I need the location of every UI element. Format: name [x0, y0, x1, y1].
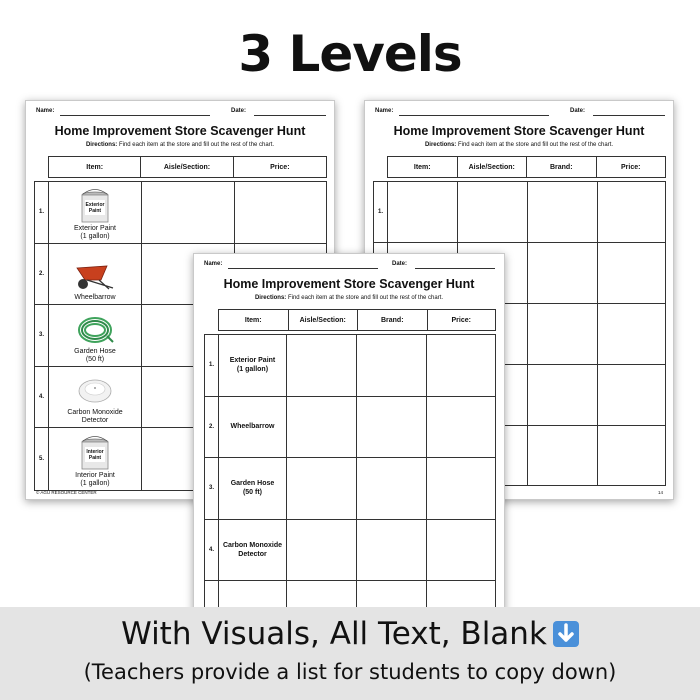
row-number: 4. [205, 520, 219, 581]
date-blank [254, 115, 326, 116]
row-number: 4. [35, 367, 49, 428]
row-number: 1. [374, 182, 388, 242]
table-row [205, 397, 495, 459]
worksheet-title: Home Improvement Store Scavenger Hunt [54, 124, 306, 138]
table-header [218, 309, 496, 331]
col-header: Price: [451, 316, 471, 324]
headline: 3 Levels [238, 25, 462, 83]
table-header [387, 156, 666, 178]
garden-hose-icon [73, 312, 117, 348]
svg-text:Paint: Paint [88, 207, 102, 214]
directions: Directions: Find each item at the store and fill out the rest of the chart. [85, 142, 275, 148]
name-date-line [36, 108, 324, 118]
svg-text:Paint: Paint [88, 454, 102, 461]
item-label: Carbon Monoxide Detector [219, 520, 287, 581]
item-label: Exterior Paint (1 gallon) [219, 335, 287, 396]
table-row [205, 458, 495, 520]
col-header: Price: [270, 163, 290, 171]
bottom-banner [0, 607, 700, 700]
item-cell [49, 367, 142, 428]
worksheet-title: Home Improvement Store Scavenger Hunt [393, 124, 645, 138]
col-header: Item: [219, 310, 289, 330]
item-cell [49, 428, 142, 490]
table-row [205, 520, 495, 582]
date-blank [415, 268, 495, 269]
worksheet-title: Home Improvement Store Scavenger Hunt [223, 277, 475, 291]
col-header: Price: [621, 163, 641, 171]
row-number: 5. [35, 428, 49, 490]
item-sublabel: (1 gallon) [80, 479, 110, 487]
date-label: Date: [231, 108, 247, 114]
down-arrow-icon [553, 621, 579, 647]
detector-icon [73, 373, 117, 409]
item-label: Garden Hose [74, 347, 116, 355]
paint-can-icon [73, 189, 117, 225]
col-header: Item: [388, 157, 458, 177]
table-row [205, 335, 495, 397]
name-blank [60, 115, 210, 116]
table-row [35, 182, 326, 244]
col-header: Aisle/Section: [289, 310, 359, 330]
directions: Directions: Find each item at the store and fill out the rest of the chart. [254, 295, 444, 301]
item-table [204, 334, 496, 644]
item-label: Wheelbarrow [219, 397, 287, 458]
item-label: Garden Hose (50 ft) [219, 458, 287, 519]
row-number: 1. [205, 335, 219, 396]
col-header: Aisle/Section: [458, 157, 528, 177]
item-sublabel: Detector [81, 417, 109, 425]
table-row [374, 182, 665, 243]
item-sublabel: (50 ft) [85, 355, 105, 363]
worksheet-all-text [193, 253, 505, 633]
name-date-line [204, 261, 494, 271]
name-date-line [375, 108, 663, 118]
row-number: 3. [205, 458, 219, 519]
directions: Directions: Find each item at the store and fill out the rest of the chart. [424, 142, 614, 148]
name-label: Name: [36, 108, 55, 114]
wheelbarrow-icon [73, 258, 117, 294]
date-label: Date: [570, 108, 586, 114]
col-header: Aisle/Section: [141, 157, 233, 177]
item-cell [49, 244, 142, 305]
item-label: Interior Paint [75, 471, 115, 479]
col-header: Brand: [527, 157, 597, 177]
name-blank [228, 268, 378, 269]
paint-can-icon [73, 436, 117, 472]
date-blank [593, 115, 665, 116]
svg-text:Interior: Interior [86, 448, 104, 455]
date-label: Date: [392, 261, 408, 267]
page-number: 14 [657, 490, 663, 495]
item-cell [49, 182, 142, 243]
row-number: 2. [35, 244, 49, 305]
name-label: Name: [204, 261, 223, 267]
name-blank [399, 115, 549, 116]
name-label: Name: [375, 108, 394, 114]
col-header: Item: [49, 157, 141, 177]
col-header: Brand: [358, 310, 428, 330]
banner-line-2: (Teachers provide a list for students to copy down) [83, 660, 617, 684]
copyright: © AGU RESOURCE CENTER [36, 490, 97, 495]
table-header [48, 156, 327, 178]
item-label: Carbon Monoxide [67, 409, 123, 417]
svg-text:Exterior: Exterior [85, 201, 105, 208]
item-cell [49, 305, 142, 366]
row-number: 1. [35, 182, 49, 243]
item-label: Exterior Paint [73, 224, 117, 232]
item-label: Wheelbarrow [74, 294, 116, 302]
row-number: 2. [205, 397, 219, 458]
row-number: 3. [35, 305, 49, 366]
item-sublabel: (1 gallon) [80, 232, 110, 240]
banner-line-1: With Visuals, All Text, Blank [0, 616, 700, 652]
